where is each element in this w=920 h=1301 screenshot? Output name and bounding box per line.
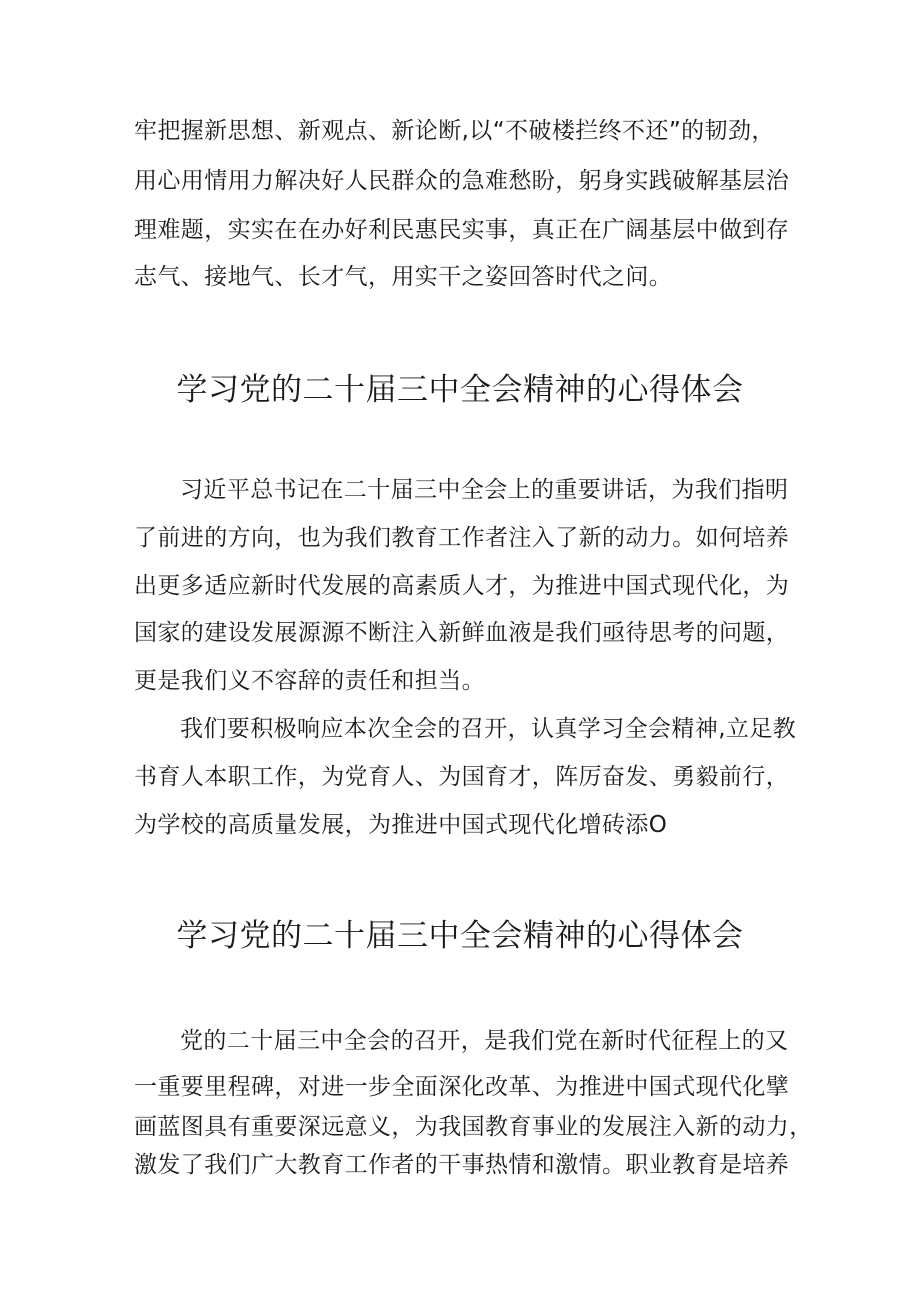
paragraph-line: 党的二十届三中全会的召开，是我们党在新时代征程上的又: [180, 1028, 789, 1054]
section-heading: 学习党的二十届三中全会精神的心得体会: [176, 918, 744, 954]
paragraph-line: 一重要里程碑，对进一步全面深化改革、为推进中国式现代化擘: [134, 1074, 790, 1100]
paragraph-line: 激发了我们广大教育工作者的干事热情和激情。职业教育是培养: [134, 1152, 790, 1178]
paragraph-line: 用心用情用力解决好人民群众的急难愁盼，躬身实践破解基层治: [134, 168, 790, 194]
paragraph-line: 了前进的方向，也为我们教育工作者注入了新的动力。如何培养: [134, 525, 790, 551]
paragraph-line: 书育人本职工作，为党育人、为国育才，阵厉奋发、勇毅前行，: [134, 764, 790, 790]
paragraph-line: 更是我们义不容辞的责任和担当。: [134, 668, 485, 694]
paragraph-line: 理难题，实实在在办好利民惠民实事，真正在广阔基层中做到存: [134, 217, 790, 243]
paragraph-line: 为学校的高质量发展，为推进中国式现代化增砖添O: [134, 812, 668, 838]
paragraph-line: 画蓝图具有重要深远意义，为我国教育事业的发展注入新的动力，: [134, 1114, 813, 1140]
paragraph-line: 国家的建设发展源源不断注入新鲜血液是我们亟待思考的问题，: [134, 620, 790, 646]
paragraph-line: 牢把握新思想、新观点、新论断,以“不破楼拦终不还”的韧劲，: [134, 118, 775, 144]
paragraph-line: 我们要积极响应本次全会的召开，认真学习全会精神,立足教: [180, 716, 797, 742]
paragraph-line: 出更多适应新时代发展的高素质人才，为推进中国式现代化，为: [134, 573, 790, 599]
paragraph-line: 习近平总书记在二十届三中全会上的重要讲话，为我们指明: [180, 477, 789, 503]
paragraph-line: 志气、接地气、长才气，用实干之姿回答时代之问。: [134, 264, 673, 290]
section-heading: 学习党的二十届三中全会精神的心得体会: [176, 372, 744, 408]
